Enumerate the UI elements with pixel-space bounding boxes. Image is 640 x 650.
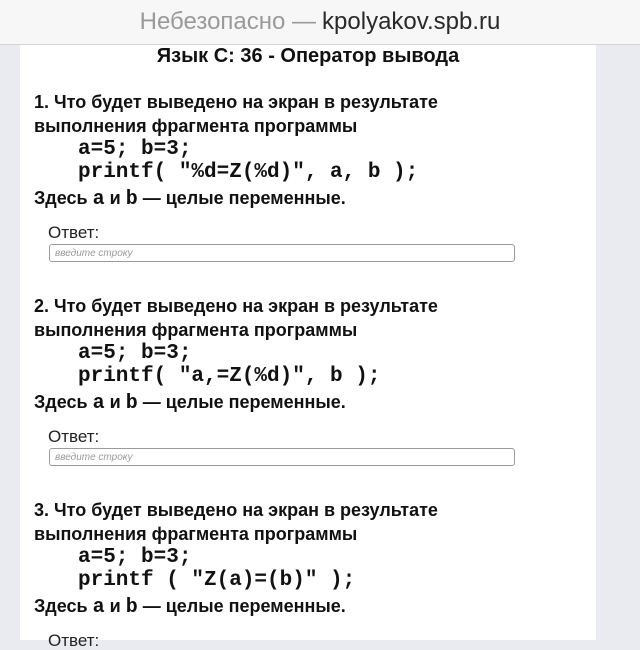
page-content bbox=[20, 45, 596, 650]
note-and: и bbox=[109, 392, 121, 412]
variable-a: a bbox=[92, 596, 105, 619]
question-3 bbox=[34, 498, 594, 650]
code-line: a=5; b=3; bbox=[78, 138, 192, 161]
note-suffix: — целые переменные. bbox=[142, 392, 346, 412]
answer-label: Ответ: bbox=[48, 427, 100, 446]
note-and: и bbox=[109, 596, 121, 616]
question-text: 1. Что будет выведено на экран в результате выполнения фрагмента программы bbox=[34, 92, 438, 136]
variable-b: b bbox=[125, 392, 138, 415]
note-suffix: — целые переменные. bbox=[142, 596, 346, 616]
question-text: 3. Что будет выведено на экран в результате выполнения фрагмента программы bbox=[34, 500, 438, 544]
note-prefix: Здесь bbox=[34, 188, 88, 208]
answer-label: Ответ: bbox=[48, 631, 100, 650]
code-line: printf( "%d=Z(%d)", a, b ); bbox=[78, 161, 419, 184]
note-and: и bbox=[109, 188, 121, 208]
code-line: a=5; b=3; bbox=[78, 546, 192, 569]
address-bar[interactable] bbox=[0, 0, 640, 45]
question-note bbox=[34, 594, 594, 620]
variable-b: b bbox=[125, 188, 138, 211]
code-line: printf( "a,=Z(%d)", b ); bbox=[78, 365, 381, 388]
note-suffix: — целые переменные. bbox=[142, 188, 346, 208]
answer-label: Ответ: bbox=[48, 223, 100, 242]
page-title: Язык С: 36 - Оператор вывода bbox=[156, 45, 460, 67]
url-domain: kpolyakov.spb.ru bbox=[322, 8, 501, 35]
variable-b: b bbox=[125, 596, 138, 619]
code-line: a=5; b=3; bbox=[78, 342, 192, 365]
note-prefix: Здесь bbox=[34, 596, 88, 616]
question-text: 2. Что будет выведено на экран в результате выполнения фрагмента программы bbox=[34, 296, 438, 340]
question-note bbox=[34, 186, 594, 212]
variable-a: a bbox=[92, 188, 105, 211]
answer-input[interactable] bbox=[49, 244, 515, 262]
security-label: Небезопасно — bbox=[139, 8, 317, 35]
answer-input[interactable] bbox=[49, 448, 515, 466]
note-prefix: Здесь bbox=[34, 392, 88, 412]
question-1 bbox=[34, 90, 594, 262]
variable-a: a bbox=[92, 392, 105, 415]
question-2 bbox=[34, 294, 594, 466]
question-note bbox=[34, 390, 594, 416]
code-line: printf ( "Z(a)=(b)" ); bbox=[78, 569, 356, 592]
